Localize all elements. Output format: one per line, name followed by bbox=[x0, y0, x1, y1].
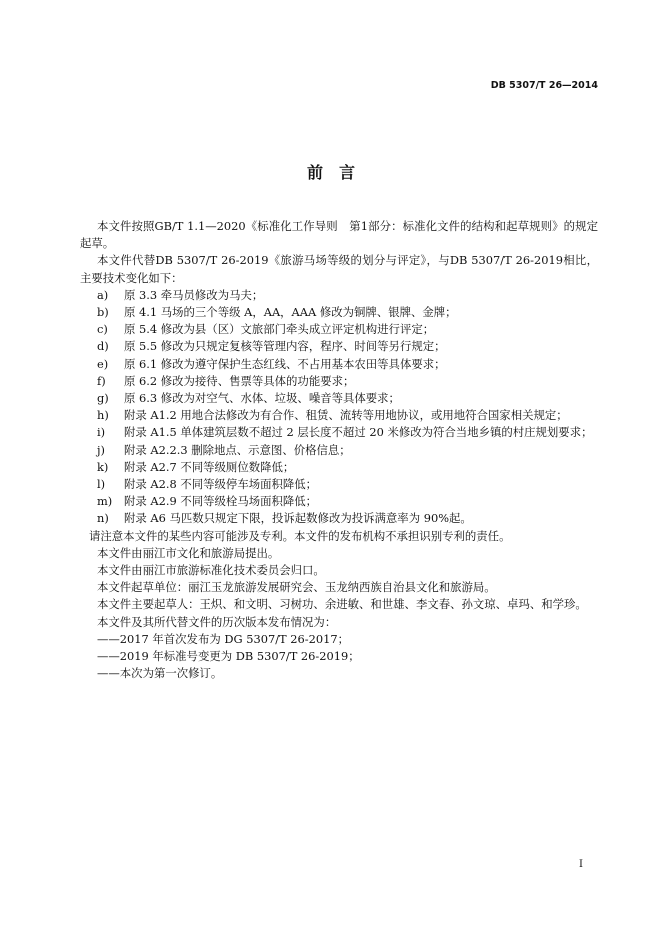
change-list-item bbox=[80, 476, 598, 493]
change-list-label: d) bbox=[97, 339, 109, 354]
change-list-text: 附录 A1.2 用地合法修改为有合作、租赁、流转等用地协议，或用地符合国家相关规定； bbox=[124, 408, 568, 423]
change-list-item bbox=[80, 442, 598, 459]
change-list-label: j) bbox=[97, 442, 105, 457]
change-list-text: 原 5.5 修改为只规定复核等管理内容，程序、时间等另行规定； bbox=[124, 339, 446, 354]
change-list-item bbox=[80, 304, 598, 321]
standard-number-header: DB 5307/T 26—2014 bbox=[490, 80, 598, 91]
change-list-text: 附录 A2.7 不同等级厕位数降低； bbox=[124, 459, 295, 474]
change-list-item bbox=[80, 510, 598, 527]
change-list-label: k) bbox=[97, 459, 109, 474]
change-list-label: m) bbox=[97, 494, 113, 509]
page-number: I bbox=[579, 859, 583, 870]
change-list-label: c) bbox=[97, 322, 108, 337]
change-list-text: 原 5.4 修改为县（区）文旅部门牵头成立评定机构进行评定； bbox=[124, 322, 435, 337]
version-history-intro: 本文件及其所代替文件的历次版本发布情况为： bbox=[97, 614, 337, 629]
technical-changes-list bbox=[80, 287, 598, 528]
change-list-item bbox=[80, 356, 598, 373]
change-list-label: g) bbox=[97, 391, 109, 406]
change-list-text: 原 4.1 马场的三个等级 A，AA，AAA 修改为铜牌、银牌、金牌； bbox=[124, 305, 457, 320]
change-list-text: 原 6.1 修改为遵守保护生态红线、不占用基本农田等具体要求； bbox=[124, 356, 446, 371]
change-list-text: 原 6.3 修改为对空气、水体、垃圾、噪音等具体要求； bbox=[124, 391, 400, 406]
change-list-item bbox=[80, 373, 598, 390]
drafters-paragraph: 本文件主要起草人：王炽、和文明、习树功、余进敏、和世雄、李文春、孙文琼、卓玛、和学珍。 bbox=[97, 597, 587, 612]
change-list-label: e) bbox=[97, 356, 109, 371]
change-list-item bbox=[80, 459, 598, 476]
change-list-label: a) bbox=[97, 287, 109, 302]
patent-notice-paragraph: 请注意本文件的某些内容可能涉及专利。本文件的发布机构不承担识别专利的责任。 bbox=[89, 528, 511, 543]
drafting-organizations-paragraph: 本文件起草单位：丽江玉龙旅游发展研究会、玉龙纳西族自治县文化和旅游局。 bbox=[97, 580, 496, 595]
change-list-item bbox=[80, 390, 598, 407]
proposer-paragraph: 本文件由丽江市文化和旅游局提出。 bbox=[97, 545, 280, 560]
change-list-item bbox=[80, 424, 598, 441]
change-list-label: i) bbox=[97, 425, 106, 440]
body-paragraph-drafting-rules: 本文件按照GB/T 1.1—2020《标准化工作导则 第1部分：标准化文件的结构和起草规则》的规定起草。 bbox=[80, 219, 598, 251]
body-paragraph-replacement: 本文件代替DB 5307/T 26-2019《旅游马场等级的划分与评定》，与DB 5307/T 26-2019相比，主要技术变化如下： bbox=[80, 253, 598, 285]
change-list-text: 附录 A1.5 单体建筑层数不超过 2 层长度不超过 20 米修改为符合当地乡镇的村庄规划要求； bbox=[124, 425, 593, 440]
change-list-label: l) bbox=[97, 477, 106, 492]
preface-title: 前 言 bbox=[306, 163, 355, 182]
history-item: ——2019 年标准号变更为 DB 5307/T 26-2019； bbox=[97, 649, 360, 664]
change-list-text: 原 6.2 修改为接待、售票等具体的功能要求； bbox=[124, 373, 355, 388]
change-list-item bbox=[80, 493, 598, 510]
change-list-label: h) bbox=[97, 408, 109, 423]
change-list-text: 附录 A6 马匹数只规定下限，投诉起数修改为投诉满意率为 90%起。 bbox=[124, 511, 472, 526]
change-list-label: n) bbox=[97, 511, 109, 526]
change-list-item bbox=[80, 407, 598, 424]
history-item: ——本次为第一次修订。 bbox=[97, 666, 223, 681]
change-list-item bbox=[80, 338, 598, 355]
centralized-management-paragraph: 本文件由丽江市旅游标准化技术委员会归口。 bbox=[97, 563, 325, 578]
change-list-label: f) bbox=[97, 373, 106, 388]
preface-body bbox=[80, 218, 598, 682]
change-list-text: 原 3.3 牵马员修改为马夫； bbox=[124, 287, 264, 302]
history-item: ——2017 年首次发布为 DG 5307/T 26-2017； bbox=[97, 631, 349, 646]
version-history-list bbox=[80, 631, 598, 683]
change-list-item bbox=[80, 287, 598, 304]
change-list-text: 附录 A2.9 不同等级栓马场面积降低； bbox=[124, 494, 318, 509]
change-list-item bbox=[80, 321, 598, 338]
change-list-label: b) bbox=[97, 305, 109, 320]
change-list-text: 附录 A2.8 不同等级停车场面积降低； bbox=[124, 477, 318, 492]
change-list-text: 附录 A2.2.3 删除地点、示意图、价格信息； bbox=[124, 442, 351, 457]
